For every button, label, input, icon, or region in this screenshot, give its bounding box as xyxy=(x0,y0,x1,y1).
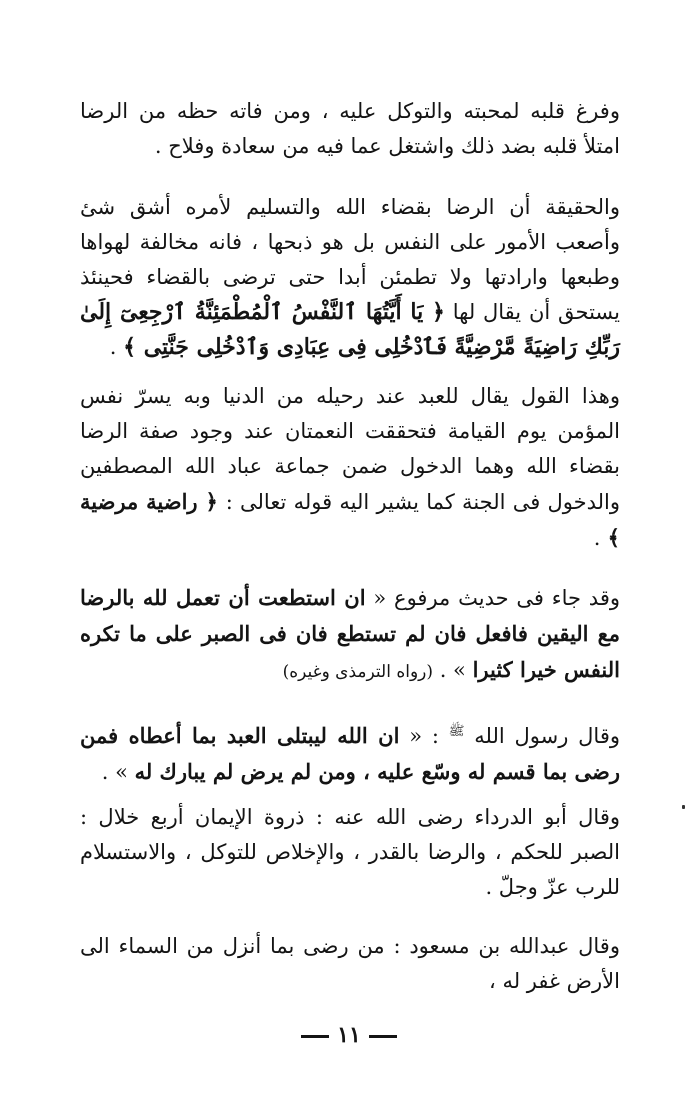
quran-quote: ﴿ راضية مرضية ﴾ xyxy=(80,489,620,550)
quran-verse: ﴿ يَا أَيَّتُهَا ٱلنَّفْسُ ٱلْمُطْمَئِنَّةُ ٱرْجِعِىٓ إِلَىٰ رَبِّكِ رَاضِيَةً مَّرْضِيَّةً فَٱدْخُلِى فِى عِبَادِى وَٱدْخُلِى جَنَّتِى ﴾ xyxy=(80,299,620,360)
paragraph-1: وفرغ قلبه لمحبته والتوكل عليه ، ومن فاته حظه من الرضا امتلأ قلبه بضد ذلك واشتغل عما فيه من سعادة وفلاح . xyxy=(80,99,620,158)
page-number-dash-right xyxy=(301,1035,329,1038)
hadith-2-text: ان الله ليبتلى العبد بما أعطاه فمن رضى بما قسم له وسّع عليه ، ومن لم يرض لم يبارك له xyxy=(80,723,620,784)
hadith-2-colon: : « xyxy=(399,724,449,748)
paragraph-6: وقال أبو الدرداء رضى الله عنه : ذروة الإيمان أربع خلال : الصبر للحكم ، والرضا بالقدر ، والإخلاص للتوكل ، والاستسلام للرب عزّ وجلّ . xyxy=(80,805,620,899)
hadith-text: ان استطعت أن تعمل لله بالرضا مع اليقين فافعل فان لم تستطع فان فى الصبر على ما تكره النفس خيرا كثيرا xyxy=(80,585,620,682)
page-number-text: ١١ xyxy=(337,1022,361,1048)
page-number-dash-left xyxy=(369,1035,397,1038)
paragraph-3-end: . xyxy=(593,526,601,550)
paragraph-2-text: والحقيقة أن الرضا بقضاء الله والتسليم لأمره أشق شئ وأصعب الأمور على النفس بل هو ذبحها ، فانه مخالفة لهواها وطبعها وارادتها ولا تطمئن أبدا حتى ترضى بالقضاء فحينئذ يستحق أن يقال لها xyxy=(80,195,620,324)
hadith-2-close: » . xyxy=(101,760,135,784)
page-number xyxy=(0,1022,698,1048)
salawat-symbol: ﷺ xyxy=(448,724,465,739)
page-body xyxy=(80,94,620,999)
paragraph-4-hadith xyxy=(80,580,620,690)
paragraph-2-end: . xyxy=(109,335,124,359)
hadith-2-intro: وقال رسول الله xyxy=(464,724,621,748)
hadith-intro: وقد جاء فى حديث مرفوع « xyxy=(365,586,621,610)
hadith-close: » . xyxy=(433,658,473,682)
paragraph-3-text: وهذا القول يقال للعبد عند رحيله من الدنيا وبه يسرّ نفس المؤمن يوم القيامة فتحققت النعمتان عند وجود صفة الرضا بقضاء الله وهما الدخول ضمن جماعة عباد الله المصطفين والدخول فى الجنة كما يشير اليه قوله تعالى : xyxy=(80,384,621,514)
paragraph-7: وقال عبدالله بن مسعود : من رضى بما أنزل من السماء الى الأرض غفر له ، xyxy=(80,934,620,993)
paragraph-5-hadith xyxy=(80,714,620,790)
paragraph-2 xyxy=(80,190,620,365)
hadith-source: (رواه الترمذى وغيره) xyxy=(282,662,434,682)
paragraph-3 xyxy=(80,379,620,556)
scan-speck xyxy=(682,805,685,809)
